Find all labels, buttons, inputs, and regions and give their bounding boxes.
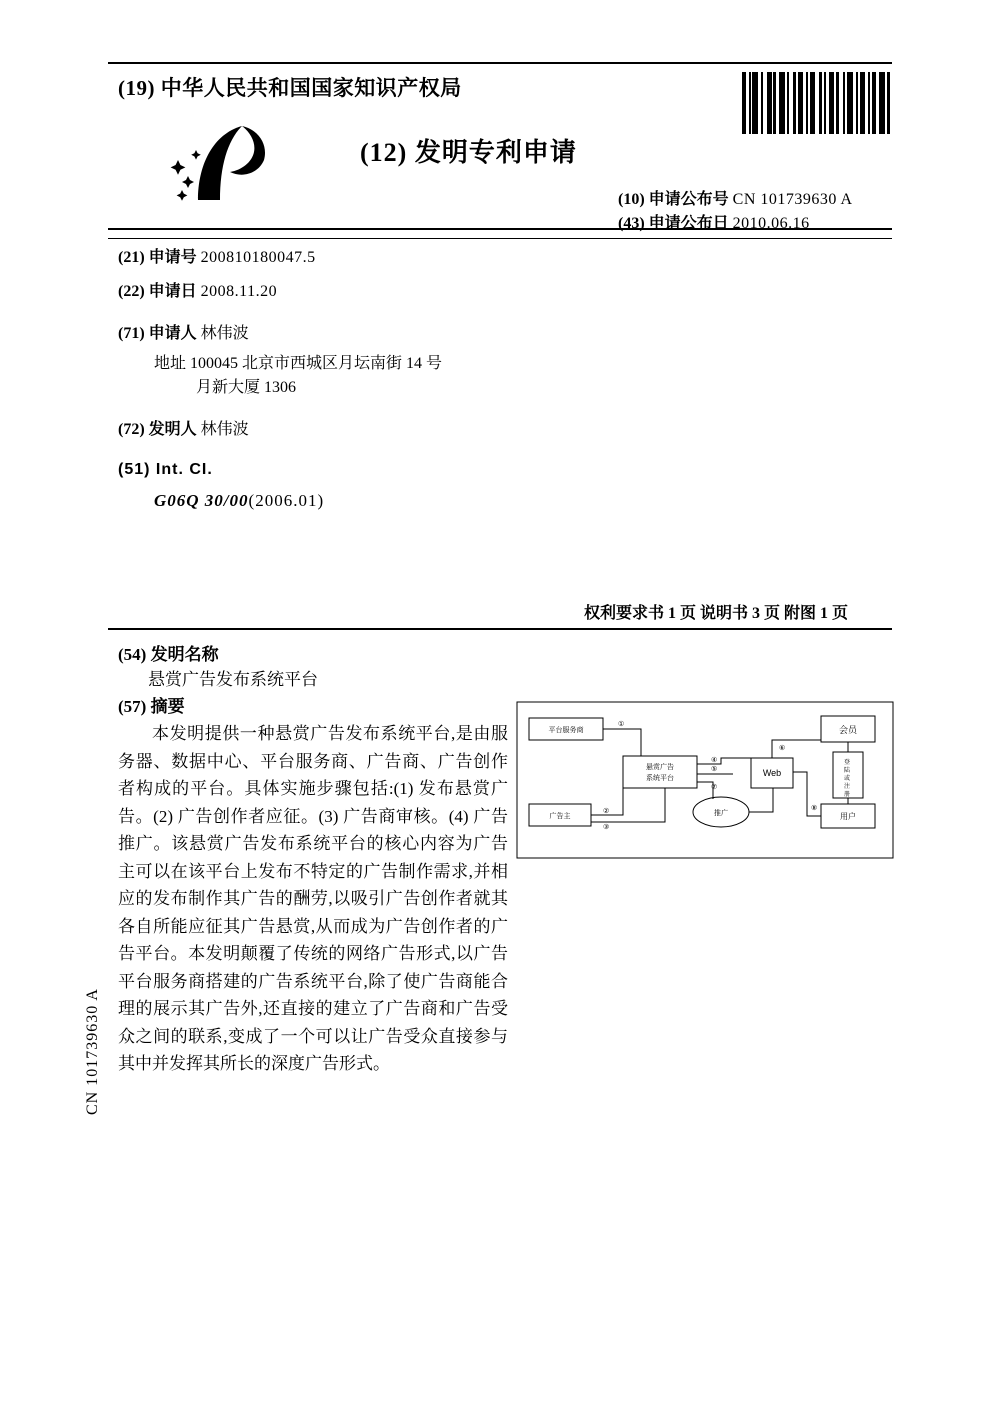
svg-text:册: 册 <box>844 792 851 798</box>
ipc-code-value: G06Q 30/00 <box>154 491 249 510</box>
publication-number-value: CN 101739630 A <box>732 191 853 208</box>
application-date-row <box>118 284 638 300</box>
application-date-value: 2008.11.20 <box>200 283 278 300</box>
publication-date-value: 2010.06.16 <box>732 215 810 232</box>
intcl-label: (51) Int. CI. <box>118 461 213 478</box>
svg-text:⑧: ⑧ <box>811 805 818 812</box>
figure-node-platform-service-provider: 平台服务商 <box>548 727 584 734</box>
inventor-value: 林伟波 <box>200 421 249 438</box>
application-number-value: 200810180047.5 <box>200 249 316 266</box>
header-rule-top <box>108 62 892 64</box>
publication-number-label: (10) 申请公布号 <box>618 191 729 208</box>
address-line-2-row <box>196 380 638 396</box>
document-type-title: (12) 发明专利申请 <box>360 138 577 167</box>
counts-rule <box>108 628 892 630</box>
address-row <box>154 356 638 372</box>
abstract-figure <box>515 700 895 860</box>
publication-number <box>618 186 853 209</box>
svg-text:②: ② <box>603 808 610 815</box>
application-number-row <box>118 250 638 266</box>
figure-node-platform-line2: 系统平台 <box>646 775 674 782</box>
svg-text:或: 或 <box>844 776 851 782</box>
figure-edge-labels <box>603 720 817 831</box>
header-rule-middle-thin <box>108 238 892 239</box>
bibliographic-block <box>118 250 638 509</box>
svg-text:①: ① <box>618 721 625 728</box>
svg-text:⑤: ⑤ <box>711 766 718 773</box>
svg-text:注: 注 <box>844 784 851 790</box>
cnipa-logo-icon <box>168 120 278 206</box>
inventor-row <box>118 422 638 438</box>
figure-node-user: 用户 <box>840 812 856 821</box>
figure-node-member: 会员 <box>838 725 858 735</box>
svg-text:③: ③ <box>603 824 610 831</box>
figure-node-web: Web <box>762 768 782 778</box>
abstract-label: (57) 摘要 <box>118 697 185 716</box>
abstract-text: 本发明提供一种悬赏广告发布系统平台,是由服务器、数据中心、平台服务商、广告商、广告创作者构成的平台。具体实施步骤包括:(1) 发布悬赏广告。(2) 广告创作者应征。(3) 广告商审核。(4) 广告推广。该悬赏广告发布系统平台的核心内容为广告主可以在该平台上发布不特定的广告制作需求,并相应的发布制作其广告的酬劳,以吸引广告创作者就其各自所能应征其广告悬赏,从而成为广告创作者的广告平台。本发明颠覆了传统的网络广告形式,以广告平台服务商搭建的广告系统平台,除了使广告商能合理的展示其广告外,还直接的建立了广告商和广告受众之间的联系,变成了一个可以让广告受众直接参与其中并发挥其所长的深度广告形式。 <box>118 724 508 1074</box>
application-number-label: (21) 申请号 <box>118 249 197 266</box>
address-label: 地址 <box>154 355 187 372</box>
applicant-value: 林伟波 <box>200 325 249 342</box>
svg-text:④: ④ <box>711 757 718 764</box>
intcl-row <box>118 462 638 478</box>
publication-date-label: (43) 申请公布日 <box>618 215 729 232</box>
svg-text:⑦: ⑦ <box>711 784 718 791</box>
svg-text:陆: 陆 <box>844 768 851 774</box>
application-date-label: (22) 申请日 <box>118 283 197 300</box>
side-publication-code: CN 101739630 A <box>84 988 101 1115</box>
address-line-2: 月新大厦 1306 <box>196 379 297 396</box>
inventor-label: (72) 发明人 <box>118 421 197 438</box>
applicant-label: (71) 申请人 <box>118 325 197 342</box>
ipc-version-value: (2006.01) <box>248 491 325 510</box>
issuing-office: (19) 中华人民共和国国家知识产权局 <box>118 76 462 100</box>
invention-title-value: 悬赏广告发布系统平台 <box>148 670 318 689</box>
publication-date <box>618 210 810 233</box>
figure-login-register-label <box>844 758 850 798</box>
applicant-row <box>118 326 638 342</box>
barcode <box>742 72 890 134</box>
svg-text:登: 登 <box>844 760 851 766</box>
invention-title-label: (54) 发明名称 <box>118 645 219 664</box>
figure-node-platform-line1: 悬赏广告 <box>646 764 674 771</box>
page-counts: 权利要求书 1 页 说明书 3 页 附图 1 页 <box>583 605 848 622</box>
figure-node-promotion: 推广 <box>714 810 728 817</box>
svg-text:⑥: ⑥ <box>779 745 786 752</box>
address-line-1: 100045 北京市西城区月坛南街 14 号 <box>190 355 443 372</box>
ipc-classification <box>154 492 638 509</box>
figure-node-advertiser: 广告主 <box>549 813 571 820</box>
